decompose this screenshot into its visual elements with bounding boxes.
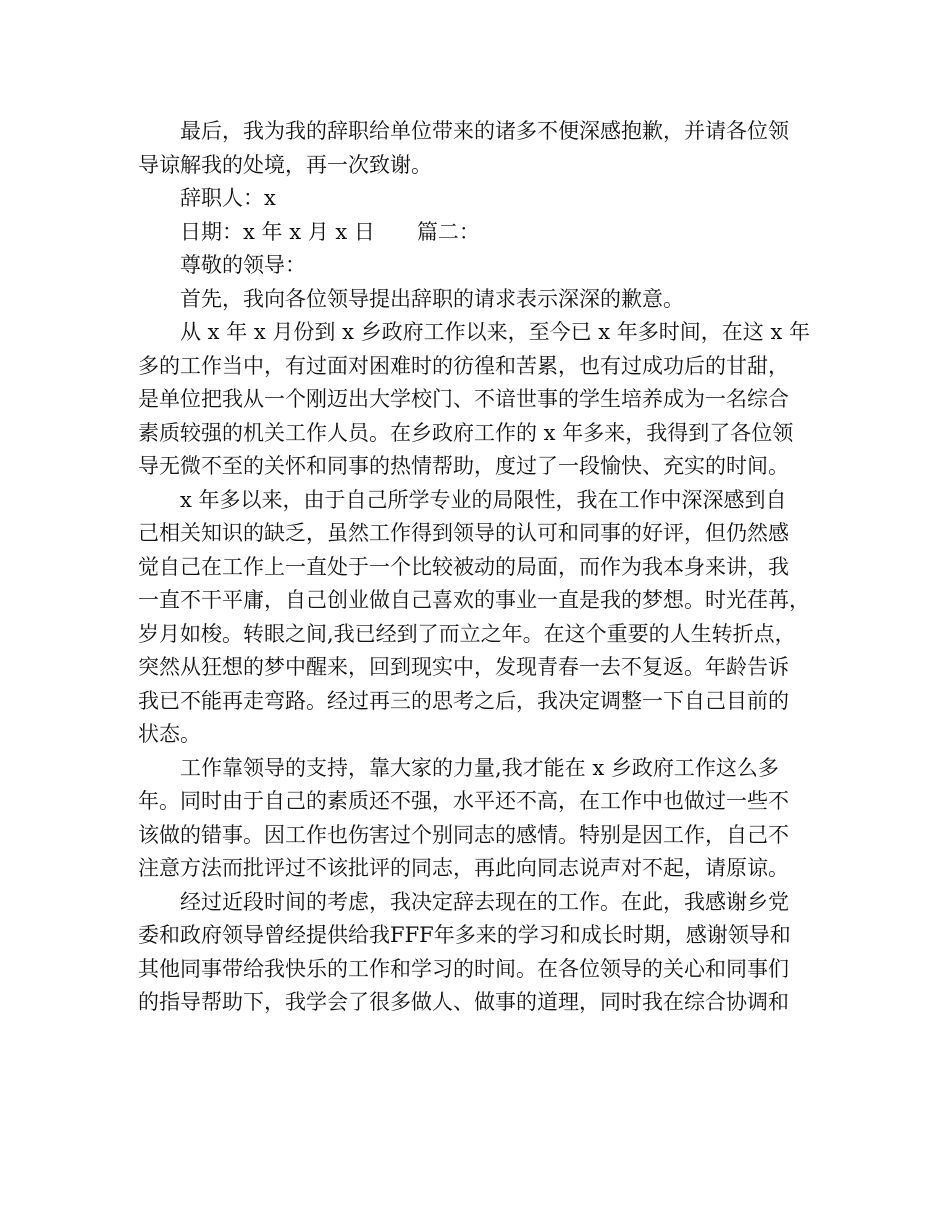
text-line: 多的工作当中，有过面对困难时的彷徨和苦累，也有过成功后的甘甜， [138, 353, 789, 378]
text-line: 己相关知识的缺乏，虽然工作得到领导的认可和同事的好评，但仍然感 [138, 521, 789, 545]
text-line: 导无微不至的关怀和同事的热情帮助，度过了一段愉快、充实的时间。 [138, 454, 789, 478]
text-line: 其他同事带给我快乐的工作和学习的时间。在各位领导的关心和同事们 [138, 956, 789, 981]
text-line: 委和政府领导曾经提供给我FFF年多来的学习和成长时期，感谢领导和 [138, 923, 791, 947]
text-line: 最后，我为我的辞职给单位带来的诸多不便深感抱歉，并请各位领 [180, 119, 789, 143]
text-line: 导谅解我的处境，再一次致谢。 [138, 152, 432, 177]
date-text: 日期：x 年 x 月 x 日 [180, 219, 375, 244]
text-line: 觉自己在工作上一直处于一个比较被动的局面，而作为我本身来讲，我 [138, 554, 789, 579]
text-line: 工作靠领导的支持，靠大家的力量,我才能在 x 乡政府工作这么多 [180, 755, 779, 780]
text-line: 一直不干平庸，自己创业做自己喜欢的事业一直是我的梦想。时光荏苒， [138, 588, 810, 612]
signature-line [138, 182, 818, 216]
reason-paragraph [138, 484, 818, 752]
text-line: 突然从狂想的梦中醒来，回到现实中，发现青春一去不复返。年龄告诉 [138, 655, 789, 679]
date-line [138, 216, 818, 250]
apology-paragraph [138, 283, 818, 317]
salutation-text: 尊敬的领导： [180, 253, 306, 277]
gratitude-paragraph [138, 752, 818, 886]
text-line: 经过近段时间的考虑，我决定辞去现在的工作。在此，我感谢乡党 [180, 889, 789, 914]
document-body [138, 115, 818, 1020]
text-line: 我已不能再走弯路。经过再三的思考之后，我决定调整一下自己目前的 [138, 688, 789, 713]
date-row [138, 216, 818, 250]
text-line: 首先，我向各位领导提出辞职的请求表示深深的歉意。 [180, 286, 684, 311]
section-heading: 篇二： [416, 219, 480, 244]
text-line: 年。同时由于自己的素质还不强，水平还不高，在工作中也做过一些不 [138, 789, 789, 813]
decision-paragraph [138, 886, 818, 1020]
signature-text: 辞职人：x [180, 186, 276, 210]
closing-paragraph [138, 115, 818, 182]
work-history-paragraph [138, 316, 818, 484]
text-line: 的指导帮助下，我学会了很多做人、做事的道理，同时我在综合协调和 [138, 990, 789, 1014]
text-line: 岁月如梭。转眼之间,我已经到了而立之年。在这个重要的人生转折点， [138, 621, 796, 646]
text-line: 状态。 [138, 722, 201, 746]
text-line: 该做的错事。因工作也伤害过个别同志的感情。特别是因工作，自己不 [138, 822, 789, 847]
text-line: 注意方法而批评过不该批评的同志，再此向同志说声对不起，请原谅。 [138, 856, 789, 880]
text-line: x 年多以来，由于自己所学专业的局限性，我在工作中深深感到自 [180, 487, 787, 512]
text-line: 是单位把我从一个刚迈出大学校门、不谙世事的学生培养成为一名综合 [138, 387, 789, 411]
text-line: 从 x 年 x 月份到 x 乡政府工作以来，至今已 x 年多时间，在这 x 年 [180, 320, 810, 344]
text-line: 素质较强的机关工作人员。在乡政府工作的 x 年多来，我得到了各位领 [138, 420, 794, 445]
salutation [138, 249, 818, 283]
